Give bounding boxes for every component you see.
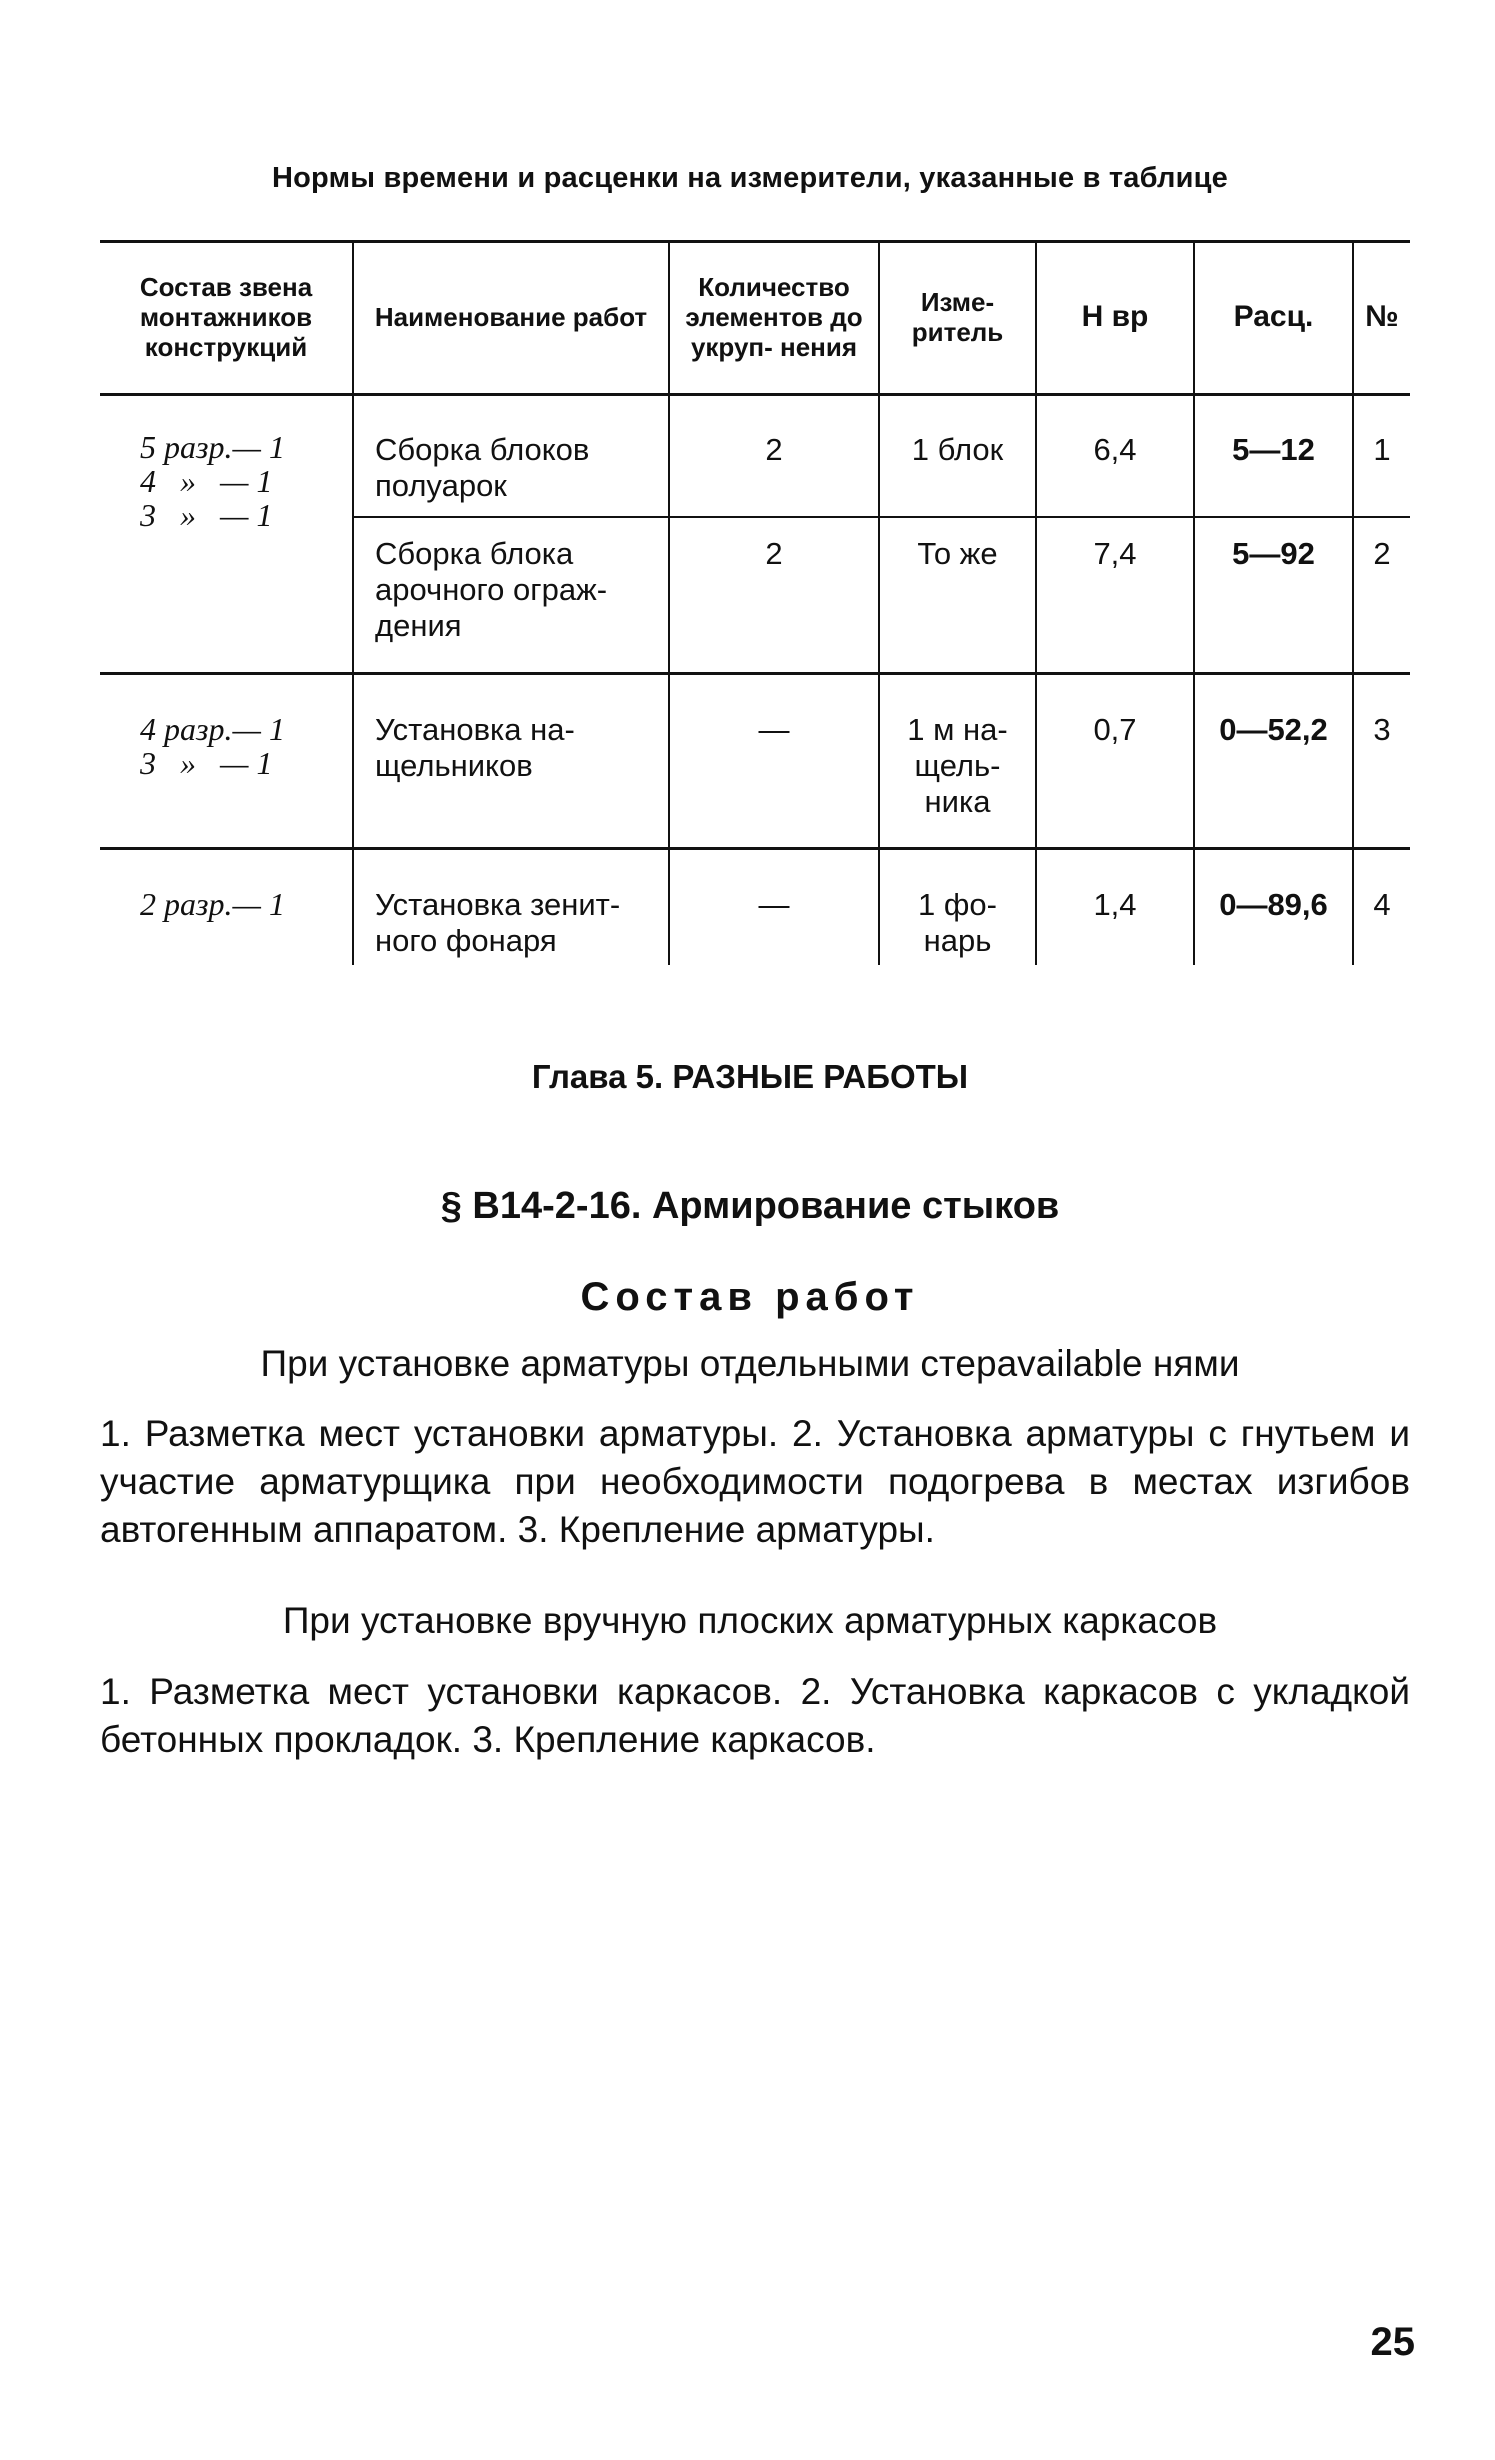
unit-cell: 1 фо- нарь: [918, 887, 997, 958]
work-cell: Установка зенит- ного фонаря: [375, 887, 621, 958]
quantity-cell: —: [758, 887, 790, 922]
header-rate: Расц.: [1233, 299, 1314, 333]
header-composition: Состав звена монтажников конструкций: [139, 271, 313, 362]
section-title: § В14-2-16. Армирование стыков: [440, 1185, 1060, 1227]
table-caption: Нормы времени и расценки на измерители, указанные в таблице: [272, 162, 1228, 194]
unit-cell: 1 м на- щель- ника: [907, 712, 1008, 819]
composition-title: Состав работ: [580, 1275, 920, 1319]
composition-cell: 4 разр.— 1 3 » — 1: [140, 711, 285, 781]
number-cell: 2: [1373, 536, 1391, 571]
norm-cell: 0,7: [1093, 712, 1137, 747]
composition-cell: 2 разр.— 1: [140, 886, 285, 922]
header-work: Наименование работ: [374, 301, 648, 332]
subsection-heading: При установке вручную плоских арматурных каркасов: [282, 1600, 1218, 1641]
header-quantity: Количество элементов до укруп- нения: [685, 271, 863, 362]
work-cell: Установка на- щельников: [375, 712, 575, 783]
header-number: №: [1365, 299, 1399, 333]
page-number: 25: [1370, 2320, 1415, 2364]
number-cell: 1: [1373, 432, 1391, 467]
composition-cell: 5 разр.— 1 4 » — 1 3 » — 1: [140, 429, 285, 533]
number-cell: 4: [1373, 887, 1391, 922]
norm-cell: 1,4: [1093, 887, 1137, 922]
subsection-text: 1. Разметка мест установки каркасов. 2. Установка каркасов с укладкой бетонных прокладок. 3. Крепление каркасов.: [100, 1671, 1410, 1760]
subsection-text: 1. Разметка мест установки арматуры. 2. Установка арматуры с гнутьем и участие арматурщика при необходимости подогрева в местах изгибов автогенным аппаратом. 3. Крепление арматуры.: [100, 1413, 1410, 1550]
group-separator: [100, 672, 1410, 675]
rate-cell: 5—92: [1232, 536, 1315, 571]
norm-cell: 7,4: [1093, 536, 1137, 571]
subsection-heading: При установке арматуры отдельными стерavailable нями: [260, 1343, 1240, 1384]
norm-cell: 6,4: [1093, 432, 1137, 467]
work-cell: Сборка блоков полуарок: [375, 432, 590, 503]
group-separator: [100, 847, 1410, 850]
quantity-cell: 2: [765, 432, 783, 467]
norms-table: [100, 240, 1410, 965]
work-cell: Сборка блока арочного ограж- дения: [375, 536, 608, 643]
header-norm: Н вр: [1081, 299, 1149, 333]
row-separator: [352, 516, 1410, 518]
number-cell: 3: [1373, 712, 1391, 747]
quantity-cell: —: [758, 712, 790, 747]
quantity-cell: 2: [765, 536, 783, 571]
rate-cell: 0—52,2: [1219, 712, 1328, 747]
rate-cell: 5—12: [1232, 432, 1315, 467]
header-unit: Изме- ритель: [911, 286, 1004, 347]
rate-cell: 0—89,6: [1219, 887, 1328, 922]
unit-cell: То же: [917, 536, 998, 571]
header-bottom-rule: [100, 393, 1410, 396]
chapter-title: Глава 5. РАЗНЫЕ РАБОТЫ: [531, 1058, 969, 1095]
unit-cell: 1 блок: [911, 432, 1004, 467]
